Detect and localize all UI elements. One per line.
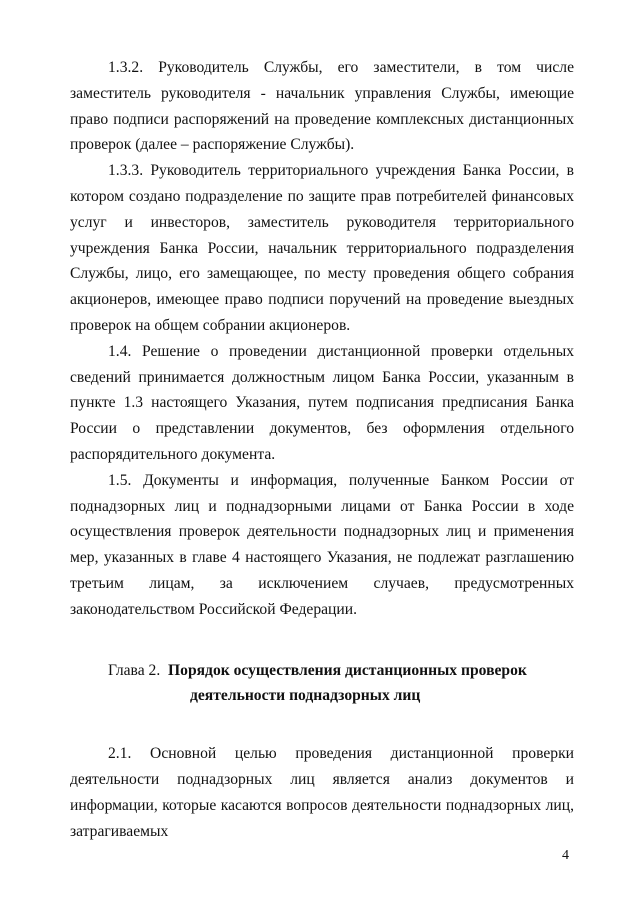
chapter-title-line1: Порядок осуществления дистанционных проверок [168, 661, 527, 679]
paragraph-2-1: 2.1. Основной целью проведения дистанционной проверки деятельности поднадзорных лиц является анализ документов и информации, которые касаются вопросов деятельности поднадзорных лиц, затрагиваемых [70, 745, 574, 840]
page-number: 4 [562, 848, 569, 863]
chapter-title-line2: деятельности поднадзорных лиц [190, 687, 421, 705]
chapter-label: Глава 2. [108, 661, 161, 679]
paragraph-1-5: 1.5. Документы и информация, полученные Банком России от поднадзорных лиц и поднадзорными лицами от Банка России в ходе осуществления проверок деятельности поднадзорных лиц и применения мер, указанных в главе 4 настоящего Указания, не подлежат разглашению третьим лицам, за исключением случаев, предусмотренных законодательством Российской Федерации. [70, 471, 574, 618]
paragraph-1-3-3: 1.3.3. Руководитель территориального учреждения Банка России, в котором создано подразделение по защите прав потребителей финансовых услуг и инвесторов, заместитель руководителя территориального учреждения Банка России, начальник территориального подразделения Службы, лицо, его замещающее, по месту проведения общего собрания акционеров, имеющее право подписи поручений на проведение выездных проверок на общем собрании акционеров. [70, 162, 574, 334]
document-page [70, 55, 574, 844]
paragraph-1-3-2: 1.3.2. Руководитель Службы, его заместители, в том числе заместитель руководителя - начальник управления Службы, имеющие право подписи распоряжений на проведение комплексных дистанционных проверок (далее – распоряжение Службы). [70, 59, 574, 154]
paragraph-1-4: 1.4. Решение о проведении дистанционной проверки отдельных сведений принимается должностным лицом Банка России, указанным в пункте 1.3 настоящего Указания, путем подписания предписания Банка России о представлении документов, без оформления отдельного распорядительного документа. [70, 342, 574, 463]
chapter-heading [70, 658, 574, 684]
